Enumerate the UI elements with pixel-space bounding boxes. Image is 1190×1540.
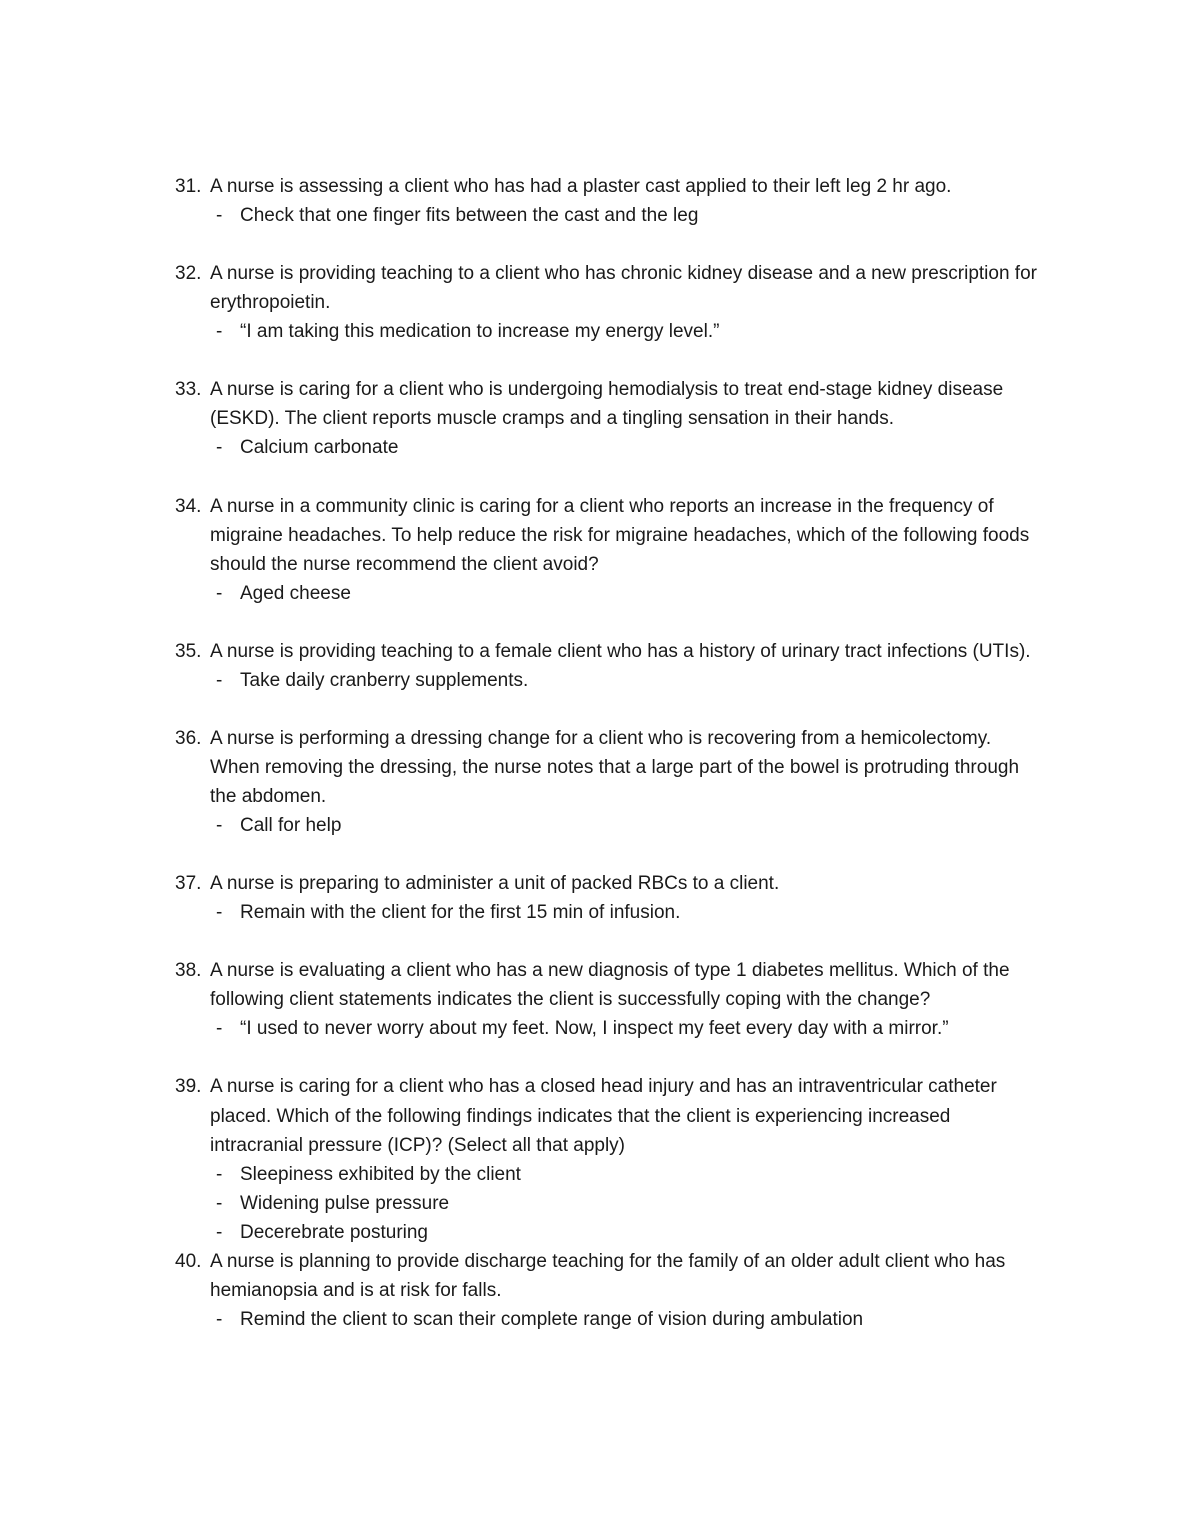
question-body xyxy=(210,259,1045,346)
answer-item xyxy=(210,1305,1045,1334)
question-item xyxy=(175,1072,1045,1246)
question-number: 35. xyxy=(175,640,202,662)
question-text: A nurse is caring for a client who has a closed head injury and has an intraventricular catheter placed. Which of the following findings indicates that the client is experiencing increased intracranial pressure (ICP)? (Select all that apply) xyxy=(210,1076,997,1156)
answer-dash: - xyxy=(216,437,223,459)
answer-dash: - xyxy=(216,1308,223,1330)
answer-dash: - xyxy=(216,1192,223,1214)
question-text: A nurse is evaluating a client who has a new diagnosis of type 1 diabetes mellitus. Which of the following client statements indicates the client is successfully coping with the change? xyxy=(210,960,1010,1011)
answer-text: Sleepiness exhibited by the client xyxy=(240,1163,521,1185)
question-body xyxy=(210,1072,1045,1246)
answer-item xyxy=(210,201,1045,230)
answer-list xyxy=(210,1305,1045,1334)
answer-dash: - xyxy=(216,321,223,343)
question-text: A nurse is providing teaching to a female client who has a history of urinary tract infections (UTIs). xyxy=(210,640,1031,662)
question-number: 36. xyxy=(175,727,202,749)
question-body xyxy=(210,869,1045,927)
question-number: 33. xyxy=(175,379,202,401)
answer-text: Decerebrate posturing xyxy=(240,1221,428,1243)
answer-list xyxy=(210,1014,1045,1043)
question-body xyxy=(210,172,1045,230)
question-item xyxy=(175,869,1045,927)
question-number: 31. xyxy=(175,176,202,197)
answer-text: “I am taking this medication to increase my energy level.” xyxy=(240,321,720,343)
answer-list xyxy=(210,201,1045,230)
answer-item xyxy=(210,1189,1045,1218)
answer-item xyxy=(210,317,1045,346)
answer-list xyxy=(210,811,1045,840)
answer-list xyxy=(210,1160,1045,1247)
answer-item xyxy=(210,811,1045,840)
question-text: A nurse is caring for a client who is undergoing hemodialysis to treat end-stage kidney disease (ESKD). The client reports muscle cramps and a tingling sensation in their hands. xyxy=(210,379,1004,430)
answer-dash: - xyxy=(216,669,223,691)
question-text: A nurse is providing teaching to a client who has chronic kidney disease and a new prescription for erythropoietin. xyxy=(210,263,1037,314)
answer-dash: - xyxy=(216,582,223,604)
answer-text: Calcium carbonate xyxy=(240,437,399,459)
question-item xyxy=(175,259,1045,346)
question-item xyxy=(175,1247,1045,1334)
question-list xyxy=(175,172,1045,1334)
question-text: A nurse is assessing a client who has had a plaster cast applied to their left leg 2 hr ago. xyxy=(210,176,952,197)
question-number: 34. xyxy=(175,495,202,517)
answer-dash: - xyxy=(216,205,223,227)
question-item xyxy=(175,956,1045,1043)
answer-item xyxy=(210,666,1045,695)
answer-item xyxy=(210,1014,1045,1043)
answer-text: Call for help xyxy=(240,815,342,837)
answer-list xyxy=(210,898,1045,927)
question-number: 39. xyxy=(175,1076,202,1098)
answer-list xyxy=(210,579,1045,608)
answer-text: Take daily cranberry supplements. xyxy=(240,669,529,691)
answer-item xyxy=(210,579,1045,608)
answer-dash: - xyxy=(216,815,223,837)
question-body xyxy=(210,637,1045,695)
answer-item xyxy=(210,1218,1045,1247)
answer-dash: - xyxy=(216,1163,223,1185)
question-body xyxy=(210,492,1045,608)
question-body xyxy=(210,1247,1045,1334)
answer-text: Aged cheese xyxy=(240,582,351,604)
question-item xyxy=(175,724,1045,840)
answer-item xyxy=(210,433,1045,462)
answer-text: “I used to never worry about my feet. Now, I inspect my feet every day with a mirror.” xyxy=(240,1018,949,1040)
question-item xyxy=(175,492,1045,608)
answer-list xyxy=(210,666,1045,695)
question-body xyxy=(210,724,1045,840)
answer-dash: - xyxy=(216,902,223,924)
question-number: 40. xyxy=(175,1250,202,1272)
answer-text: Widening pulse pressure xyxy=(240,1192,450,1214)
question-number: 37. xyxy=(175,873,202,895)
question-text: A nurse in a community clinic is caring for a client who reports an increase in the frequency of migraine headaches. To help reduce the risk for migraine headaches, which of the following foods should the nurse recommend the client avoid? xyxy=(210,495,1030,575)
question-text: A nurse is planning to provide discharge teaching for the family of an older adult client who has hemianopsia and is at risk for falls. xyxy=(210,1250,1006,1301)
answer-list xyxy=(210,317,1045,346)
question-number: 32. xyxy=(175,263,202,285)
answer-text: Check that one finger fits between the cast and the leg xyxy=(240,205,699,227)
answer-item xyxy=(210,1160,1045,1189)
question-text: A nurse is preparing to administer a unit of packed RBCs to a client. xyxy=(210,873,780,895)
answer-list xyxy=(210,433,1045,462)
question-text: A nurse is performing a dressing change for a client who is recovering from a hemicolectomy. When removing the dressing, the nurse notes that a large part of the bowel is protruding through the abdomen. xyxy=(210,727,1020,807)
question-number: 38. xyxy=(175,960,202,982)
question-item xyxy=(175,375,1045,462)
question-item xyxy=(175,172,1045,230)
answer-dash: - xyxy=(216,1221,223,1243)
answer-dash: - xyxy=(216,1018,223,1040)
question-body xyxy=(210,956,1045,1043)
answer-text: Remind the client to scan their complete range of vision during ambulation xyxy=(240,1308,864,1330)
question-body xyxy=(210,375,1045,462)
question-item xyxy=(175,637,1045,695)
answer-item xyxy=(210,898,1045,927)
answer-text: Remain with the client for the first 15 min of infusion. xyxy=(240,902,681,924)
